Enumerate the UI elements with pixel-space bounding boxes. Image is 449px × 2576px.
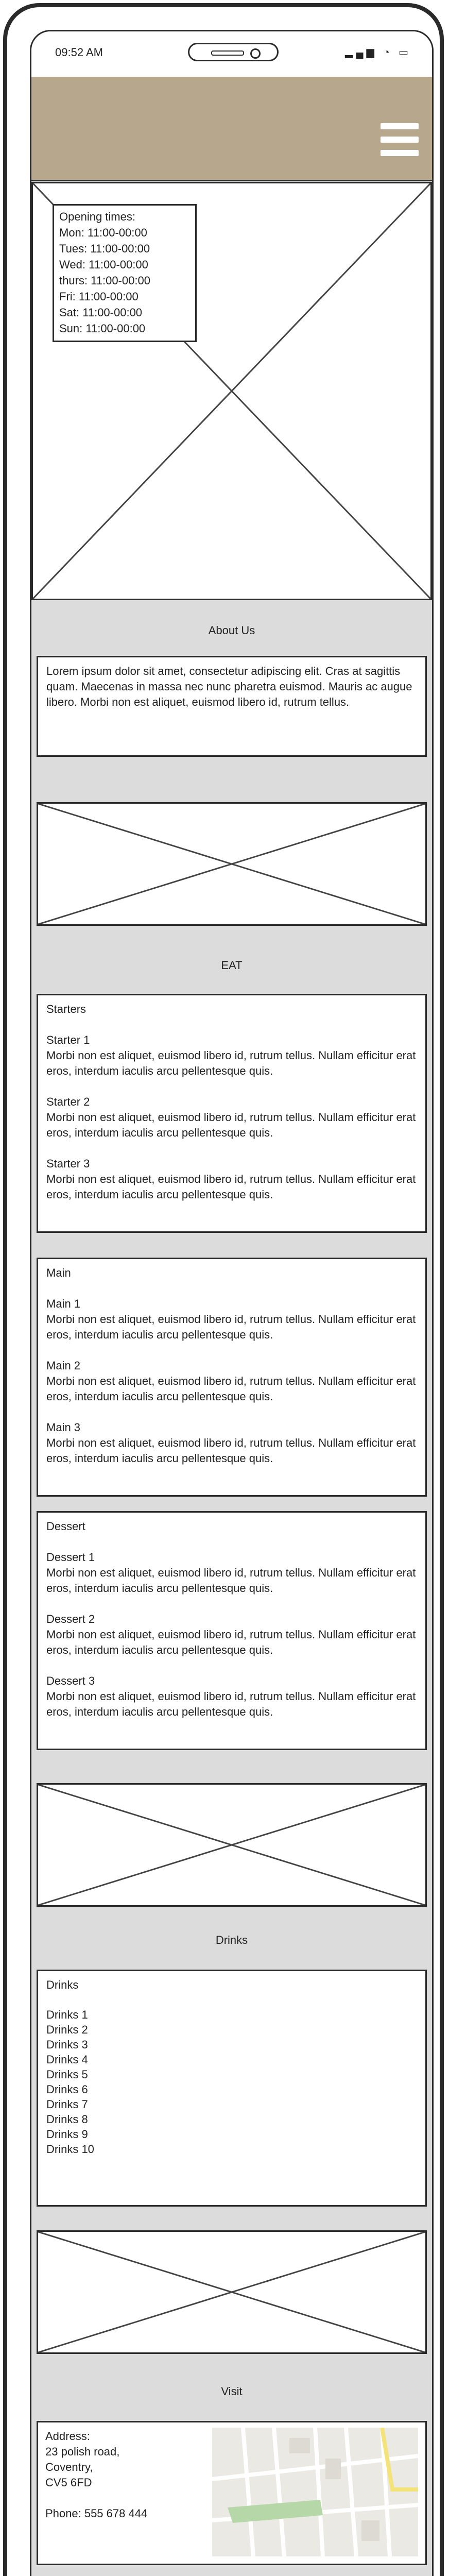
menu-item-name: Starter 1 bbox=[46, 1033, 90, 1046]
image-placeholder bbox=[37, 1783, 427, 1907]
menu-item-desc: Morbi non est aliquet, euismod libero id, rutrum tellus. Nullam efficitur erat eros, interdum iaculis arcu pellentesque quis. bbox=[46, 1436, 416, 1465]
camera-icon bbox=[250, 48, 261, 59]
menu-item-name: Starter 2 bbox=[46, 1095, 90, 1108]
drink-item: Drinks 10 bbox=[46, 2143, 94, 2156]
drinks-title: Drinks bbox=[215, 1934, 248, 1946]
hours-row: Tues: 11:00-00:00 bbox=[59, 242, 150, 255]
menu-item-desc: Morbi non est aliquet, euismod libero id, rutrum tellus. Nullam efficitur erat eros, interdum iaculis arcu pellentesque quis. bbox=[46, 1690, 416, 1718]
dessert-box bbox=[37, 1511, 427, 1750]
menu-item-name: Dessert 1 bbox=[46, 1551, 95, 1564]
menu-item bbox=[46, 1358, 417, 1404]
menu-item bbox=[46, 1032, 417, 1079]
menu-item-name: Dessert 2 bbox=[46, 1613, 95, 1625]
header bbox=[31, 77, 432, 181]
visit-box bbox=[37, 2421, 427, 2565]
menu-item bbox=[46, 1156, 417, 1202]
menu-item bbox=[46, 1094, 417, 1141]
hours-row: Sat: 11:00-00:00 bbox=[59, 306, 143, 319]
drink-item: Drinks 4 bbox=[46, 2053, 88, 2066]
hamburger-menu-icon[interactable] bbox=[381, 123, 419, 161]
image-placeholder bbox=[37, 802, 427, 926]
opening-hours-title: Opening times: bbox=[59, 210, 135, 223]
menu-item-desc: Morbi non est aliquet, euismod libero id, rutrum tellus. Nullam efficitur erat eros, interdum iaculis arcu pellentesque quis. bbox=[46, 1111, 416, 1139]
starters-title: Starters bbox=[46, 1003, 87, 1015]
phone-frame bbox=[3, 3, 444, 2576]
menu-item-name: Dessert 3 bbox=[46, 1674, 95, 1687]
phone-number[interactable]: Phone: 555 678 444 bbox=[45, 2507, 148, 2520]
menu-item-desc: Morbi non est aliquet, euismod libero id, rutrum tellus. Nullam efficitur erat eros, interdum iaculis arcu pellentesque quis. bbox=[46, 1173, 416, 1201]
speaker-icon bbox=[211, 50, 244, 56]
drinks-list-title: Drinks bbox=[46, 1978, 79, 1991]
dessert-title: Dessert bbox=[46, 1520, 85, 1533]
menu-item bbox=[46, 1673, 417, 1720]
address-label: Address: bbox=[45, 2430, 90, 2443]
hours-row: Fri: 11:00-00:00 bbox=[59, 290, 139, 303]
drinks-box bbox=[37, 1970, 427, 2207]
notch bbox=[188, 43, 279, 61]
starters-box bbox=[37, 994, 427, 1233]
address-line: 23 polish road, bbox=[45, 2445, 120, 2458]
eat-title: EAT bbox=[221, 959, 243, 972]
address-block bbox=[45, 2429, 147, 2521]
main-title: Main bbox=[46, 1266, 71, 1279]
drink-item: Drinks 1 bbox=[46, 2008, 88, 2021]
menu-item-desc: Morbi non est aliquet, euismod libero id, rutrum tellus. Nullam efficitur erat eros, interdum iaculis arcu pellentesque quis. bbox=[46, 1628, 416, 1656]
status-time: 09:52 AM bbox=[55, 46, 103, 59]
image-placeholder bbox=[37, 2230, 427, 2354]
menu-item-desc: Morbi non est aliquet, euismod libero id, rutrum tellus. Nullam efficitur erat eros, interdum iaculis arcu pellentesque quis. bbox=[46, 1566, 416, 1595]
about-text: Lorem ipsum dolor sit amet, consectetur adipiscing elit. Cras at sagittis quam. Maecenas in massa nec nunc pharetra euismod. Mauris ac augue libero. Morbi non est aliquet, euismod libero id, rutrum tellus. bbox=[46, 665, 412, 708]
address-line: Coventry, bbox=[45, 2461, 93, 2473]
hours-row: Wed: 11:00-00:00 bbox=[59, 258, 148, 271]
screen bbox=[30, 30, 434, 2576]
menu-item-desc: Morbi non est aliquet, euismod libero id, rutrum tellus. Nullam efficitur erat eros, interdum iaculis arcu pellentesque quis. bbox=[46, 1375, 416, 1403]
drink-item: Drinks 3 bbox=[46, 2038, 88, 2051]
hours-row: Sun: 11:00-00:00 bbox=[59, 322, 146, 335]
drink-item: Drinks 5 bbox=[46, 2068, 88, 2081]
drink-item: Drinks 9 bbox=[46, 2128, 88, 2141]
menu-item bbox=[46, 1612, 417, 1658]
menu-item bbox=[46, 1420, 417, 1466]
location-map[interactable] bbox=[212, 2428, 418, 2556]
about-title: About Us bbox=[208, 624, 255, 637]
drink-item: Drinks 2 bbox=[46, 2023, 88, 2036]
hours-row: thurs: 11:00-00:00 bbox=[59, 274, 150, 287]
drink-item: Drinks 7 bbox=[46, 2098, 88, 2111]
drink-item: Drinks 6 bbox=[46, 2083, 88, 2096]
menu-item-name: Main 2 bbox=[46, 1359, 81, 1372]
menu-item-name: Main 3 bbox=[46, 1421, 81, 1434]
menu-item bbox=[46, 1550, 417, 1596]
status-icons: ▂▄▆ ◔ ▭ bbox=[344, 47, 411, 58]
about-box bbox=[37, 656, 427, 757]
address-line: CV5 6FD bbox=[45, 2476, 92, 2489]
main-box bbox=[37, 1258, 427, 1497]
menu-item bbox=[46, 1296, 417, 1343]
visit-title: Visit bbox=[221, 2385, 243, 2398]
hero-image-placeholder bbox=[31, 182, 432, 600]
menu-item-desc: Morbi non est aliquet, euismod libero id, rutrum tellus. Nullam efficitur erat eros, interdum iaculis arcu pellentesque quis. bbox=[46, 1049, 416, 1077]
status-bar bbox=[31, 31, 432, 78]
opening-hours-box bbox=[53, 204, 197, 342]
drink-item: Drinks 8 bbox=[46, 2113, 88, 2126]
menu-item-name: Main 1 bbox=[46, 1297, 81, 1310]
menu-item-name: Starter 3 bbox=[46, 1157, 90, 1170]
hours-row: Mon: 11:00-00:00 bbox=[59, 226, 147, 239]
menu-item-desc: Morbi non est aliquet, euismod libero id, rutrum tellus. Nullam efficitur erat eros, interdum iaculis arcu pellentesque quis. bbox=[46, 1313, 416, 1341]
